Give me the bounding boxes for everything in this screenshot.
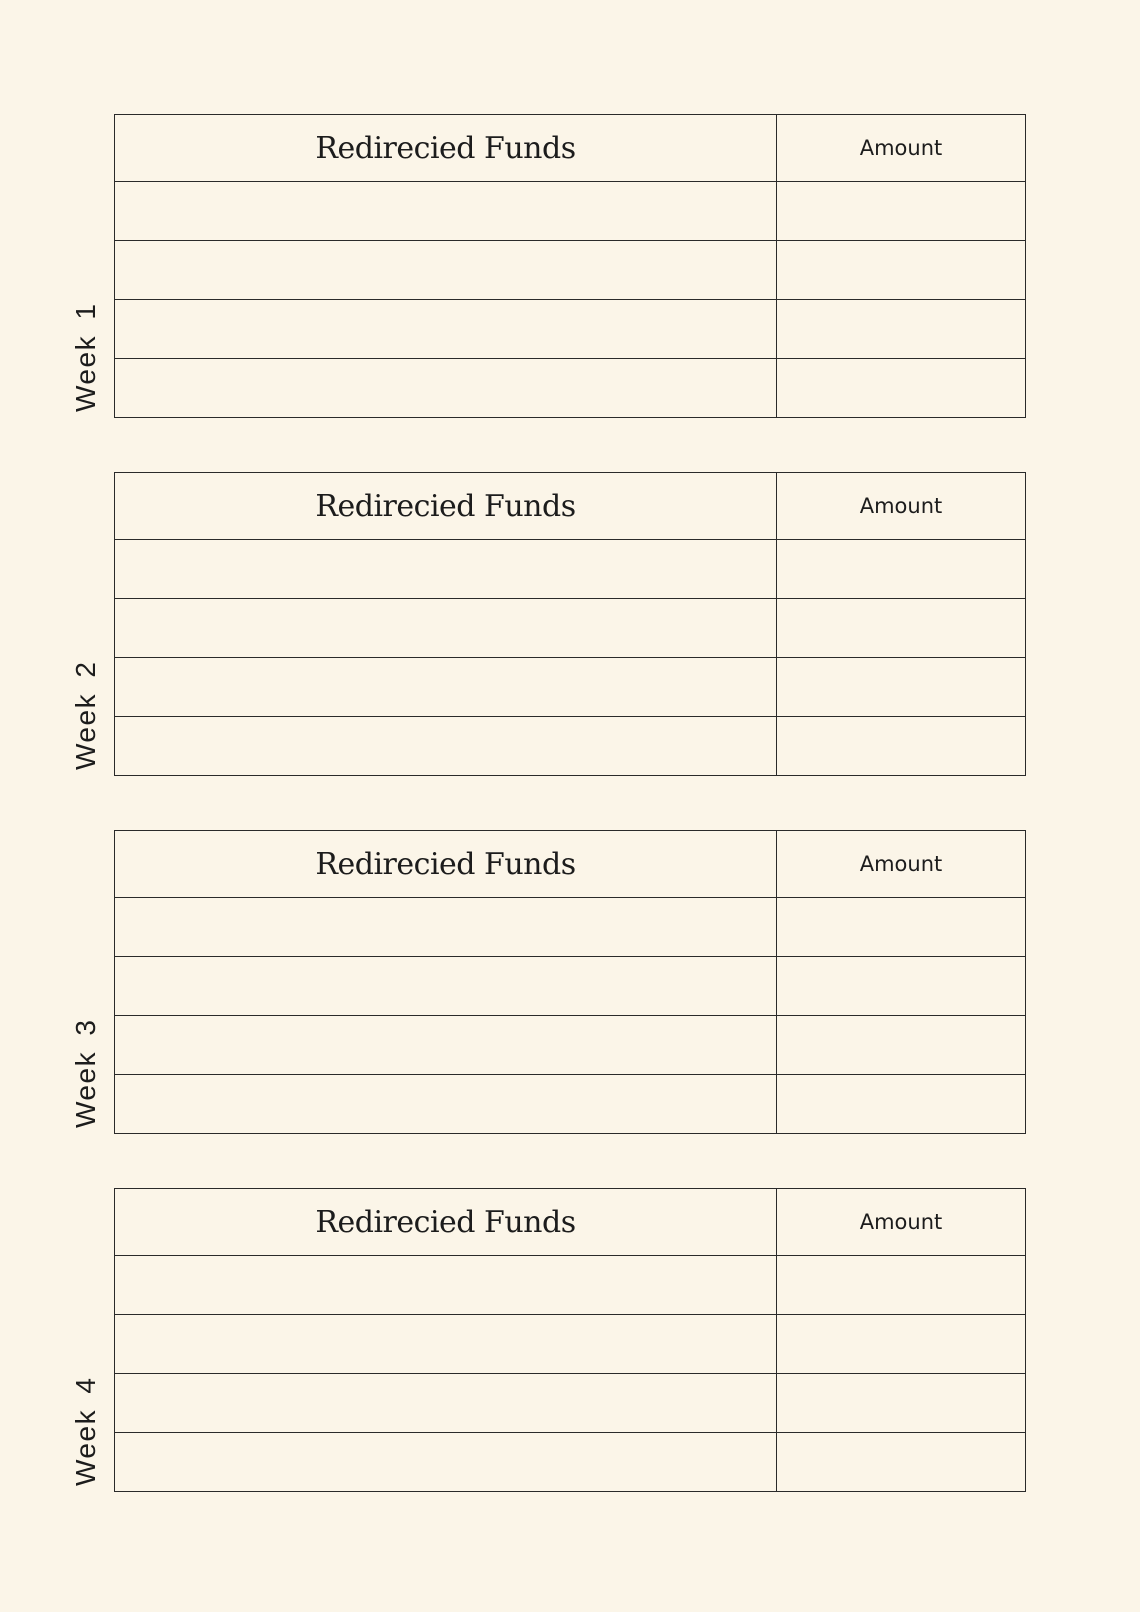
funds-cell[interactable] (115, 1075, 777, 1134)
table-header-row (115, 831, 1026, 898)
amount-cell[interactable] (777, 359, 1026, 418)
amount-column-header: Amount (777, 473, 1026, 540)
week-label (68, 1286, 108, 1486)
table-row (115, 540, 1026, 599)
funds-cell[interactable] (115, 182, 777, 241)
funds-cell[interactable] (115, 599, 777, 658)
funds-cell[interactable] (115, 1374, 777, 1433)
funds-cell[interactable] (115, 359, 777, 418)
amount-cell[interactable] (777, 300, 1026, 359)
amount-cell[interactable] (777, 717, 1026, 776)
table-header-row (115, 115, 1026, 182)
funds-column-header: Redirecied Funds (115, 473, 777, 540)
funds-cell[interactable] (115, 300, 777, 359)
week-label-text: Week 1 (70, 302, 101, 412)
amount-column-header: Amount (777, 831, 1026, 898)
week-label (68, 212, 108, 412)
week-label-text: Week 4 (70, 1376, 101, 1486)
funds-cell[interactable] (115, 717, 777, 776)
funds-cell[interactable] (115, 898, 777, 957)
amount-cell[interactable] (777, 1256, 1026, 1315)
table-row (115, 241, 1026, 300)
amount-cell[interactable] (777, 241, 1026, 300)
week-1-block (70, 114, 1025, 418)
table-row (115, 898, 1026, 957)
amount-cell[interactable] (777, 658, 1026, 717)
amount-cell[interactable] (777, 182, 1026, 241)
table-row (115, 300, 1026, 359)
week-label (68, 570, 108, 770)
funds-table (114, 830, 1026, 1134)
amount-cell[interactable] (777, 957, 1026, 1016)
funds-column-header: Redirecied Funds (115, 115, 777, 182)
table-header-row (115, 1189, 1026, 1256)
amount-column-header: Amount (777, 115, 1026, 182)
funds-cell[interactable] (115, 540, 777, 599)
amount-cell[interactable] (777, 1374, 1026, 1433)
funds-cell[interactable] (115, 1433, 777, 1492)
table-row (115, 957, 1026, 1016)
amount-column-header: Amount (777, 1189, 1026, 1256)
week-4-block (70, 1188, 1025, 1492)
funds-cell[interactable] (115, 241, 777, 300)
table-row (115, 359, 1026, 418)
week-label (68, 928, 108, 1128)
week-3-block (70, 830, 1025, 1134)
funds-cell[interactable] (115, 1315, 777, 1374)
week-label-text: Week 2 (70, 660, 101, 770)
table-row (115, 182, 1026, 241)
table-row (115, 599, 1026, 658)
funds-table (114, 472, 1026, 776)
funds-table (114, 114, 1026, 418)
table-row (115, 717, 1026, 776)
table-row (115, 1315, 1026, 1374)
amount-cell[interactable] (777, 898, 1026, 957)
amount-cell[interactable] (777, 1016, 1026, 1075)
funds-column-header: Redirecied Funds (115, 831, 777, 898)
table-row (115, 1433, 1026, 1492)
table-row (115, 1016, 1026, 1075)
amount-cell[interactable] (777, 1433, 1026, 1492)
week-label-text: Week 3 (70, 1018, 101, 1128)
table-header-row (115, 473, 1026, 540)
amount-cell[interactable] (777, 1315, 1026, 1374)
funds-column-header: Redirecied Funds (115, 1189, 777, 1256)
week-2-block (70, 472, 1025, 776)
table-row (115, 1256, 1026, 1315)
funds-cell[interactable] (115, 1256, 777, 1315)
funds-table (114, 1188, 1026, 1492)
amount-cell[interactable] (777, 1075, 1026, 1134)
funds-cell[interactable] (115, 658, 777, 717)
amount-cell[interactable] (777, 599, 1026, 658)
table-row (115, 1075, 1026, 1134)
funds-cell[interactable] (115, 1016, 777, 1075)
table-row (115, 658, 1026, 717)
funds-cell[interactable] (115, 957, 777, 1016)
table-row (115, 1374, 1026, 1433)
amount-cell[interactable] (777, 540, 1026, 599)
